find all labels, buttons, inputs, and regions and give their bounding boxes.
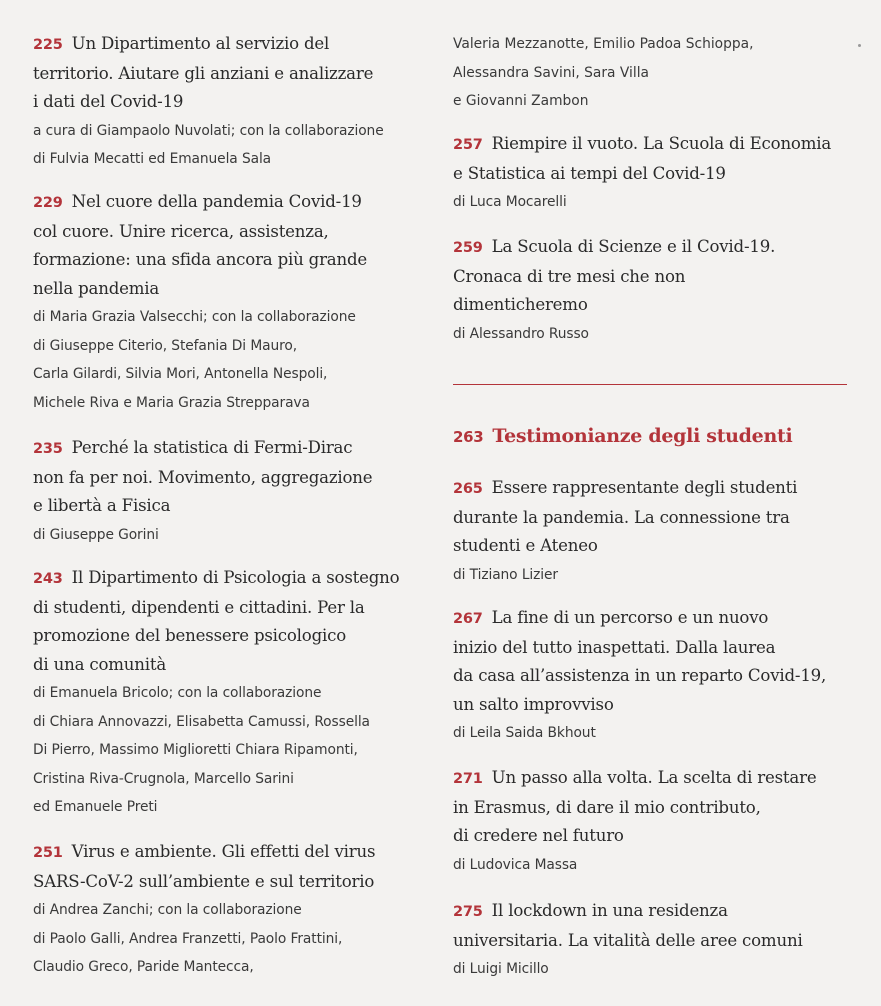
entry-authors: di Emanuela Bricolo; con la collaborazione di Chiara Annovazzi, Elisabetta Camussi, Rossella Di Pierro, Massimo Miglioretti Chiara Ripamonti, Cristina Riva-Crugnola, Marcello Sarini ed Emanuele Preti — [33, 685, 370, 815]
page-number: 259 — [453, 240, 483, 256]
title-text: Nel cuore della pandemia Covid-19 col cuore. Unire ricerca, assistenza, formazione: una sfida ancora più grande nella pandemia — [33, 192, 368, 298]
entry-authors: di Tiziano Lizier — [453, 566, 558, 583]
toc-entry[interactable] — [33, 564, 433, 822]
section-heading[interactable] — [453, 420, 853, 453]
entry-title — [33, 838, 433, 896]
toc-entry[interactable] — [453, 233, 853, 348]
entry-authors: di Maria Grazia Valsecchi; con la collaborazione di Giuseppe Citerio, Stefania Di Mauro, Carla Gilardi, Silvia Mori, Antonella Nespoli, Michele Riva e Maria Grazia Strepparava — [33, 309, 356, 411]
toc-entry[interactable] — [33, 838, 433, 982]
toc-entry[interactable] — [33, 188, 433, 417]
toc-entry[interactable] — [453, 897, 853, 984]
title-text: Riempire il vuoto. La Scuola di Economia e Statistica ai tempi del Covid-19 — [453, 134, 832, 183]
entry-authors: di Andrea Zanchi; con la collaborazione di Paolo Galli, Andrea Franzetti, Paolo Frattini, Claudio Greco, Paride Mantecca, — [33, 902, 343, 975]
page-number: 265 — [453, 481, 483, 497]
page-number: 271 — [453, 771, 483, 787]
entry-authors: di Luigi Micillo — [453, 961, 549, 977]
page-number: 235 — [33, 441, 63, 457]
entry-authors: di Ludovica Massa — [453, 856, 578, 873]
section-page-number: 263 — [453, 428, 484, 446]
title-text: Un Dipartimento al servizio del territorio. Aiutare gli anziani e analizzare i dati del Covid-19 — [33, 34, 374, 111]
entry-title — [453, 897, 853, 955]
page-number: 267 — [453, 611, 483, 627]
toc-entry[interactable] — [453, 764, 853, 879]
entry-authors: a cura di Giampaolo Nuvolati; con la collaborazione di Fulvia Mecatti ed Emanuela Sala — [33, 122, 384, 167]
title-text: La fine di un percorso e un nuovo inizio del tutto inaspettati. Dalla laurea da casa all’assistenza in un reparto Covid-19, un salto improvviso — [453, 608, 827, 714]
section-title: Testimonianze degli studenti — [492, 425, 793, 447]
entry-authors: di Luca Mocarelli — [453, 194, 567, 210]
toc-entry[interactable] — [33, 434, 433, 549]
title-text: Perché la statistica di Fermi-Dirac non fa per noi. Movimento, aggregazione e libertà a Fisica — [33, 438, 373, 515]
toc-entry[interactable] — [33, 30, 433, 174]
page-number: 257 — [453, 137, 483, 153]
toc-entry[interactable] — [453, 130, 853, 217]
entry-title — [453, 130, 853, 188]
page-number: 229 — [33, 195, 63, 211]
title-text: Il Dipartimento di Psicologia a sostegno di studenti, dipendenti e cittadini. Per la promozione del benessere psicologico di una comunità — [33, 568, 400, 674]
title-text: Essere rappresentante degli studenti durante la pandemia. La connessione tra studenti e Ateneo — [453, 478, 798, 555]
title-text: La Scuola di Scienze e il Covid-19. Cronaca di tre mesi che non dimenticheremo — [453, 237, 776, 314]
entry-title — [33, 564, 433, 679]
toc-entry[interactable] — [453, 604, 853, 748]
speck-mark — [858, 44, 861, 47]
page-number: 243 — [33, 571, 63, 587]
toc-entry[interactable] — [453, 474, 853, 589]
entry-title — [453, 604, 853, 719]
entry-authors: di Leila Saida Bkhout — [453, 725, 596, 741]
entry-authors: di Giuseppe Gorini — [33, 526, 159, 543]
entry-title — [33, 188, 433, 303]
entry-title — [453, 233, 853, 320]
entry-title — [33, 434, 433, 521]
entry-authors: di Alessandro Russo — [453, 325, 589, 342]
entry-title — [453, 474, 853, 561]
entry-title — [453, 764, 853, 851]
page-number: 225 — [33, 37, 63, 53]
title-text: Virus e ambiente. Gli effetti del virus SARS-CoV-2 sull’ambiente e sul territorio — [33, 842, 376, 891]
title-text: Un passo alla volta. La scelta di restare in Erasmus, di dare il mio contributo, di credere nel futuro — [453, 768, 817, 845]
entry-title — [33, 30, 433, 117]
title-text: Il lockdown in una residenza universitaria. La vitalità delle aree comuni — [453, 901, 803, 950]
page-number: 275 — [453, 904, 483, 920]
continued-authors: Valeria Mezzanotte, Emilio Padoa Schioppa, Alessandra Savini, Sara Villa e Giovanni Zambon — [453, 36, 754, 109]
page-number: 251 — [33, 845, 63, 861]
section-divider — [453, 384, 847, 385]
